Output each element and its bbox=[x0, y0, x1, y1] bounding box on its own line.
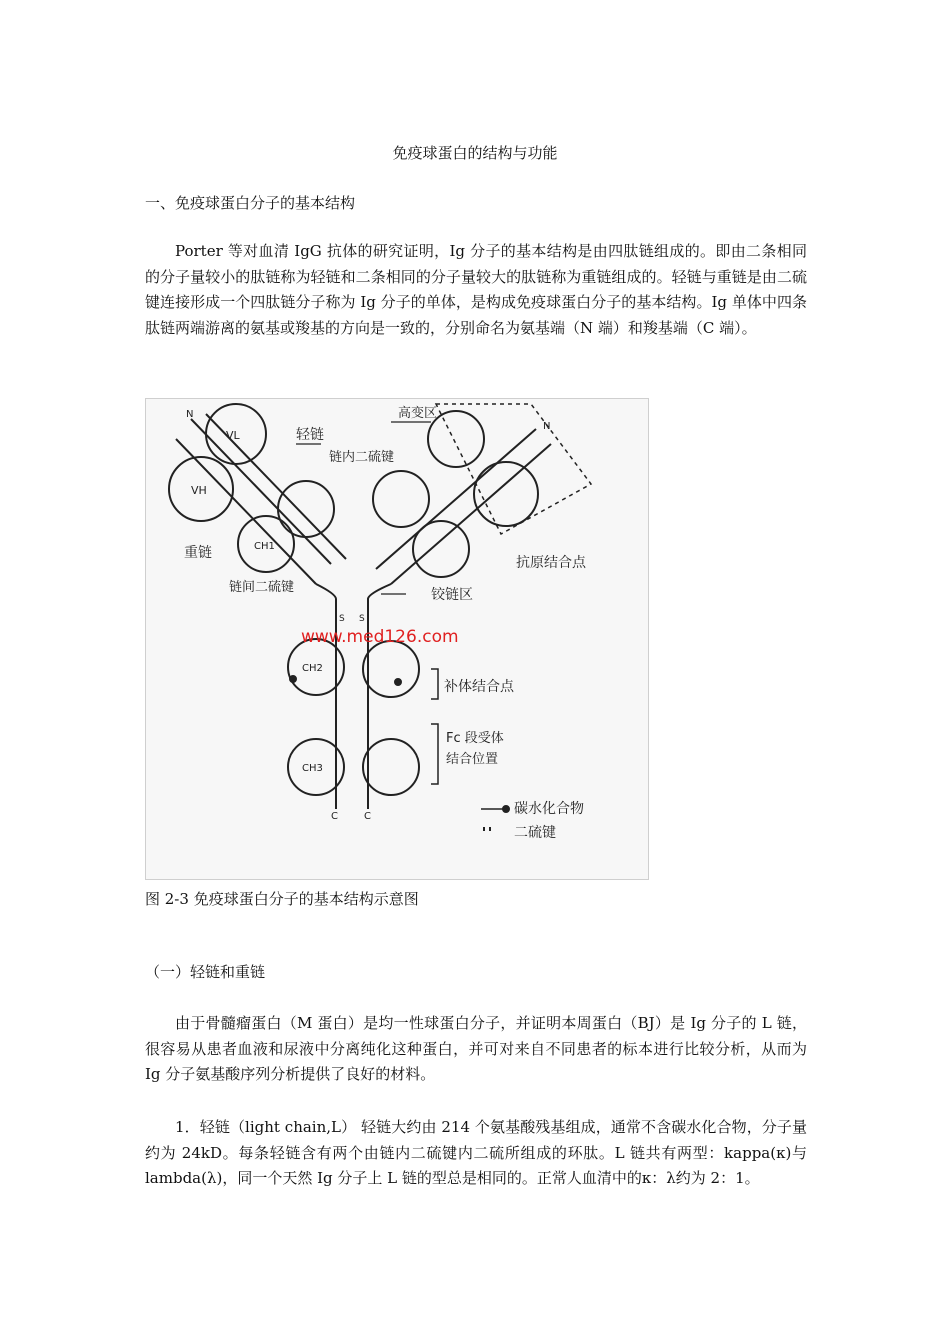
label-c-left: C bbox=[331, 811, 338, 822]
label-ch2: CH2 bbox=[302, 663, 323, 674]
hinge-right bbox=[368, 584, 391, 599]
ch3-domain-right bbox=[363, 739, 419, 795]
paragraph-myeloma: 由于骨髓瘤蛋白（M 蛋白）是均一性球蛋白分子，并证明本周蛋白（BJ）是 Ig 分子的 L 链，很容易从患者血液和尿液中分离纯化这种蛋白，并可对来自不同患者的标本进行比较分析，从而为 Ig 分子氨基酸序列分析提供了良好的材料。 bbox=[145, 1014, 807, 1083]
label-fc-receptor-line2: 结合位置 bbox=[446, 752, 499, 767]
ch2-domain-right bbox=[363, 641, 419, 697]
complement-bracket bbox=[431, 669, 438, 699]
structure-diagram bbox=[146, 399, 648, 879]
cl-domain-right bbox=[373, 471, 429, 527]
label-antigen-binding: 抗原结合点 bbox=[516, 555, 586, 571]
label-hinge: 铰链区 bbox=[431, 587, 473, 603]
label-light-chain: 轻链 bbox=[296, 427, 324, 443]
right-arm-line-a bbox=[376, 429, 536, 569]
label-n-left: N bbox=[186, 409, 194, 420]
legend-carbohydrate-dot bbox=[503, 806, 509, 812]
label-complement-binding: 补体结合点 bbox=[444, 679, 514, 695]
label-s-hinge-right: S bbox=[359, 614, 365, 624]
page-title: 免疫球蛋白的结构与功能 bbox=[392, 144, 558, 162]
vh-domain-right bbox=[474, 462, 538, 526]
antigen-binding-box bbox=[436, 404, 591, 534]
label-fc-receptor-line1: Fc 段受体 bbox=[446, 731, 504, 746]
label-hypervariable: 高变区 bbox=[398, 406, 438, 421]
label-carbohydrate: 碳水化合物 bbox=[514, 801, 584, 817]
label-vh: VH bbox=[191, 484, 207, 497]
section-heading-light-heavy: （一）轻链和重链 bbox=[145, 963, 266, 981]
paragraph-light-chain: 1．轻链（light chain,L） 轻链大约由 214 个氨基酸残基组成，通常不含碳水化合物，分子量约为 24kD。每条轻链含有两个由链内二硫键内二硫所组成的环肽。L 链共有两型：kappa(κ)与 lambda(λ)，同一个天然 Ig 分子上 L 链的型总是相同的。正常人血清中的κ：λ约为 2：1。 bbox=[145, 1118, 807, 1187]
hinge-left bbox=[316, 584, 336, 599]
label-n-right: N bbox=[543, 421, 551, 432]
immunoglobulin-structure-figure bbox=[145, 398, 649, 880]
carbohydrate-dot-right bbox=[395, 679, 401, 685]
label-vl: VL bbox=[226, 429, 240, 442]
label-s-hinge-left: S bbox=[339, 614, 345, 624]
cl-domain-left bbox=[278, 481, 334, 537]
label-heavy-chain: 重链 bbox=[184, 545, 212, 561]
label-disulfide: 二硫键 bbox=[514, 825, 556, 841]
paragraph-porter: Porter 等对血清 IgG 抗体的研究证明，Ig 分子的基本结构是由四肽链组成的。即由二条相同的分子量较小的肽链称为轻链和二条相同的分子量较大的肽链称为重链组成的。轻链与重链是由二硫键连接形成一个四肽链分子称为 Ig 分子的单体，是构成免疫球蛋白分子的基本结构。Ig 单体中四条肽链两端游离的氨基或羧基的方向是一致的，分别命名为氨基端（N 端）和羧基端（C 端）。 bbox=[145, 242, 807, 337]
carbohydrate-dot-left bbox=[290, 676, 296, 682]
label-interchain-disulfide: 链间二硫键 bbox=[229, 580, 295, 595]
label-ch3: CH3 bbox=[302, 763, 323, 774]
ch1-domain-right bbox=[413, 521, 469, 577]
label-intrachain-disulfide: 链内二硫键 bbox=[329, 450, 395, 465]
fc-bracket bbox=[431, 724, 438, 784]
watermark: www.med126.com bbox=[301, 627, 459, 647]
label-ch1: CH1 bbox=[254, 541, 275, 552]
section-heading-basic-structure: 一、免疫球蛋白分子的基本结构 bbox=[145, 194, 356, 212]
label-c-right: C bbox=[364, 811, 371, 822]
figure-caption: 图 2-3 免疫球蛋白分子的基本结构示意图 bbox=[145, 890, 419, 908]
